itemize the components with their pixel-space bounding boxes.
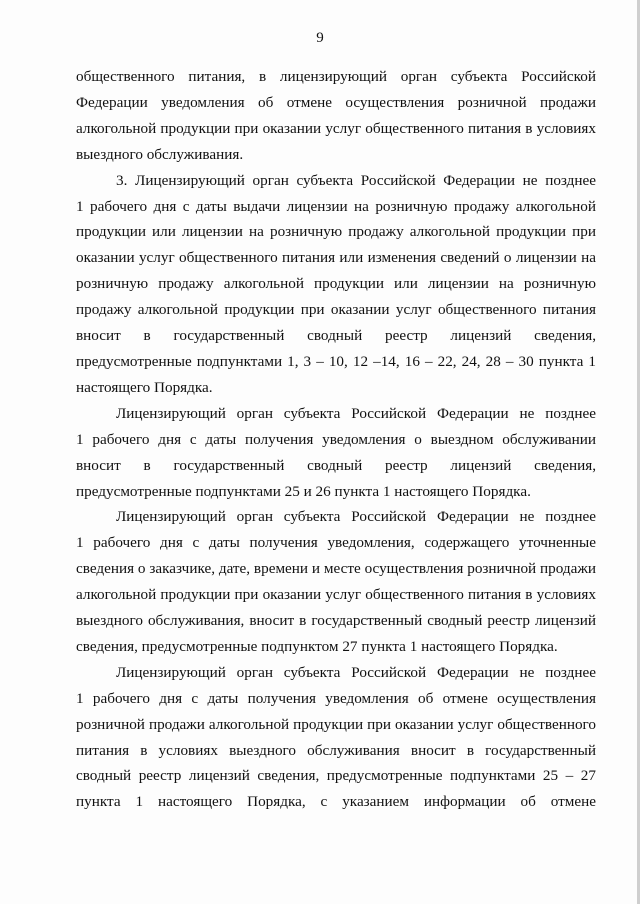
text-line: сведения о заказчике, дате, времени и месте осуществления розничной продажи [76, 560, 596, 578]
text-line: 1 рабочего дня с даты выдачи лицензии на розничную продажу алкогольной [76, 197, 596, 215]
text-line: настоящего Порядка. [76, 378, 213, 396]
text-line: продукции или лицензии на розничную продажу алкогольной продукции при [76, 223, 596, 241]
text-line: Федерации уведомления об отмене осуществления розничной продажи [76, 93, 596, 111]
text-line: оказании услуг общественного питания или изменения сведений о лицензии на [76, 249, 596, 267]
text-line: 1 рабочего дня с даты получения уведомления об отмене осуществления [76, 689, 596, 707]
text-line: вносит в государственный сводный реестр лицензий сведения, [76, 456, 596, 474]
text-line: предусмотренные подпунктами 25 и 26 пункта 1 настоящего Порядка. [76, 482, 531, 500]
paragraph [76, 504, 596, 659]
paragraph [76, 168, 596, 401]
text-line: Лицензирующий орган субъекта Российской Федерации не позднее [116, 508, 596, 526]
text-line: розничной продажи алкогольной продукции при оказании услуг общественного [76, 715, 596, 733]
text-line: 1 рабочего дня с даты получения уведомления, содержащего уточненные [76, 534, 596, 552]
paragraph [76, 401, 596, 505]
paragraph [76, 660, 596, 815]
text-line: сводный реестр лицензий сведения, предусмотренные подпунктами 25 – 27 [76, 767, 596, 785]
text-line: алкогольной продукции при оказании услуг общественного питания в условиях [76, 586, 596, 604]
text-line: вносит в государственный сводный реестр лицензий сведения, [76, 327, 596, 345]
page-number: 9 [316, 30, 324, 46]
text-line: 1 рабочего дня с даты получения уведомления о выездном обслуживании [76, 430, 596, 448]
text-line: пункта 1 настоящего Порядка, с указанием информации об отмене [76, 793, 596, 811]
text-line: продажу алкогольной продукции при оказании услуг общественного питания [76, 301, 596, 319]
text-line: розничную продажу алкогольной продукции или лицензии на розничную [76, 275, 596, 293]
text-line: алкогольной продукции при оказании услуг общественного питания в условиях [76, 119, 596, 137]
text-line: выездного обслуживания. [76, 145, 244, 163]
document-body [76, 64, 596, 815]
text-line: 3. Лицензирующий орган субъекта Российской Федерации не позднее [116, 171, 596, 189]
text-line: Лицензирующий орган субъекта Российской Федерации не позднее [116, 404, 596, 422]
text-line: общественного питания, в лицензирующий орган субъекта Российской [76, 68, 596, 85]
text-line: выездного обслуживания, вносит в государственный сводный реестр лицензий [76, 612, 596, 630]
text-line: сведения, предусмотренные подпунктом 27 пункта 1 настоящего Порядка. [76, 637, 558, 655]
paragraph [76, 64, 596, 168]
text-line: Лицензирующий орган субъекта Российской Федерации не позднее [116, 663, 596, 681]
text-line: предусмотренные подпунктами 1, 3 – 10, 12 –14, 16 – 22, 24, 28 – 30 пункта 1 [76, 352, 596, 370]
text-line: питания в условиях выездного обслуживания вносит в государственный [76, 741, 596, 759]
